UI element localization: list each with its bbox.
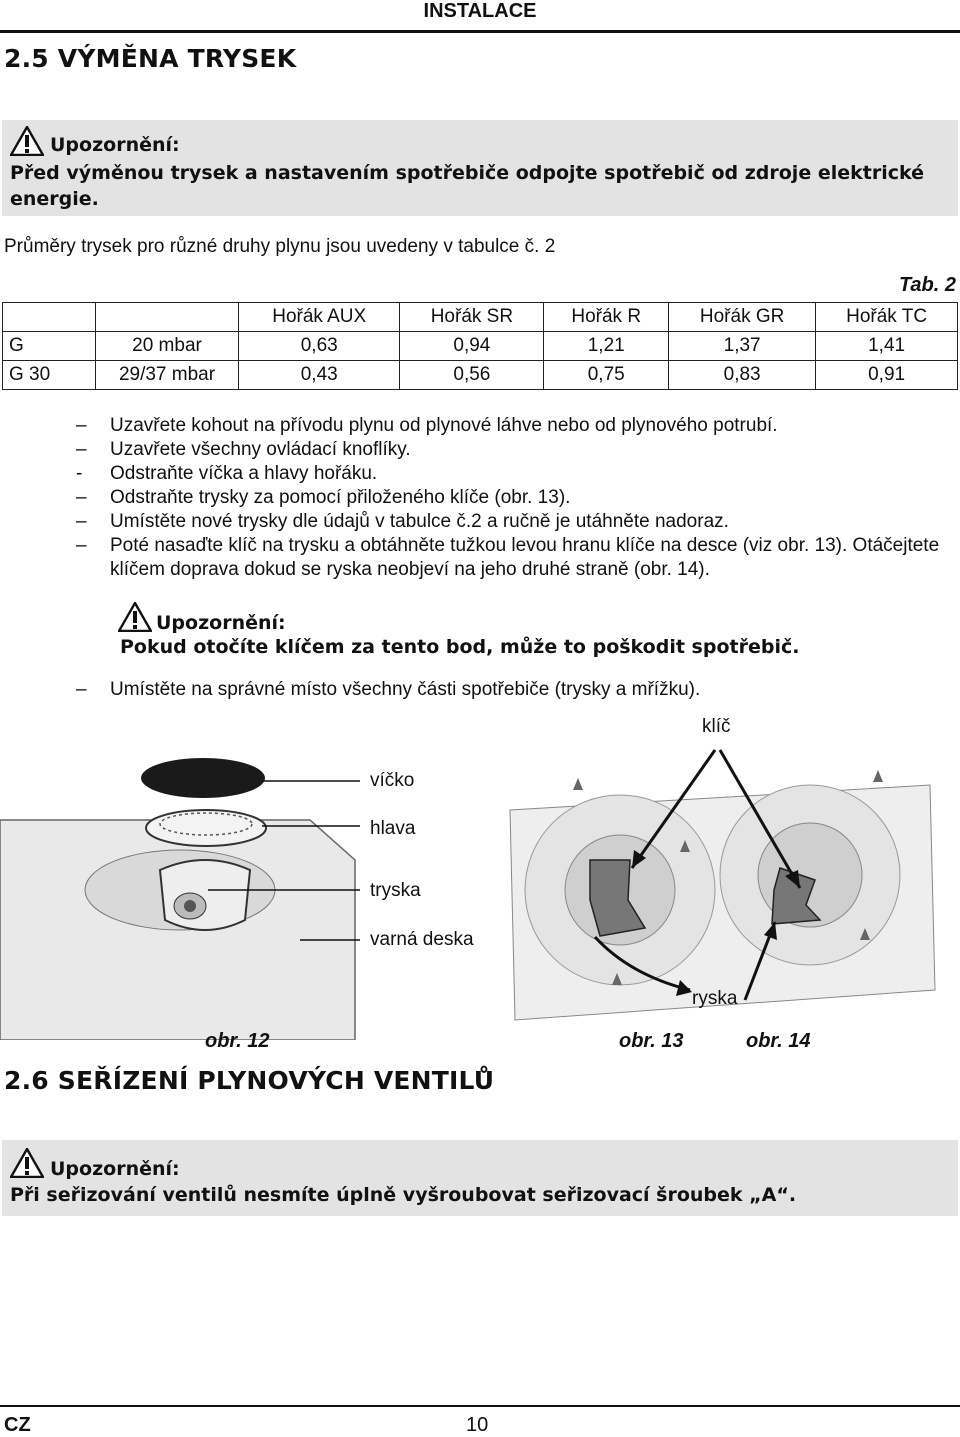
warning-text: Před výměnou trysek a nastavením spotřebiče odpojte spotřebič od zdroje elektrické energie. — [10, 162, 924, 210]
table-row — [3, 361, 958, 390]
table-header-cell: Hořák SR — [400, 303, 544, 332]
footer-rule — [0, 1405, 960, 1407]
table-cell: 0,75 — [544, 361, 669, 390]
wrench-plate-illustration — [510, 770, 935, 1020]
list-item — [76, 678, 956, 702]
table-caption: Tab. 2 — [898, 274, 956, 296]
warning-triangle-icon — [118, 602, 152, 632]
list-item — [76, 534, 956, 582]
burner-cap — [141, 758, 265, 798]
page-number: 10 — [466, 1414, 489, 1436]
table-cell: 0,56 — [400, 361, 544, 390]
table-cell: 1,41 — [816, 332, 958, 361]
table-cell: 0,91 — [816, 361, 958, 390]
hob-plate-illustration — [0, 820, 355, 1040]
table-header-cell: Hořák R — [544, 303, 669, 332]
nozzle — [160, 860, 250, 930]
section-title-nozzle-replacement: 2.5 VÝMĚNA TRYSEK — [4, 44, 297, 73]
table-cell: 1,37 — [669, 332, 816, 361]
footer-language: CZ — [4, 1414, 31, 1436]
warning-box-electric — [2, 120, 958, 216]
table-header-cell: Hořák AUX — [239, 303, 400, 332]
list-dash: – — [76, 679, 87, 700]
label-varna-deska: varná deska — [370, 929, 474, 950]
label-klic: klíč — [702, 716, 731, 737]
label-tryska: tryska — [370, 880, 421, 901]
caption-obr14: obr. 14 — [746, 1030, 811, 1052]
list-dash: – — [76, 535, 87, 556]
step-text: Uzavřete všechny ovládací knoflíky. — [110, 439, 411, 460]
header-rule — [0, 30, 960, 33]
list-item — [76, 438, 956, 462]
list-item — [76, 510, 956, 534]
label-vicko: víčko — [370, 770, 415, 791]
label-ryska: ryska — [692, 988, 738, 1009]
list-item — [76, 414, 956, 438]
running-header: INSTALACE — [423, 0, 537, 22]
table-cell: 29/37 mbar — [96, 361, 239, 390]
warning-text: Pokud otočíte klíčem za tento bod, může to poškodit spotřebič. — [120, 636, 800, 658]
burner-figure — [0, 700, 960, 1040]
step-text: Umístěte nové trysky dle údajů v tabulce č.2 a ručně je utáhněte nadoraz. — [110, 511, 729, 532]
section-title-valve-adjustment: 2.6 SEŘÍZENÍ PLYNOVÝCH VENTILŮ — [4, 1066, 495, 1095]
label-hlava: hlava — [370, 818, 416, 839]
warning-title: Upozornění: — [50, 134, 180, 156]
table-cell: 20 mbar — [96, 332, 239, 361]
step-text: Poté nasaďte klíč na trysku a obtáhněte tužkou levou hranu klíče na desce (viz obr. 13). Otáčejtete klíčem doprava dokud se ryska neobjeví na jeho druhé straně (obr. 14). — [110, 535, 940, 580]
table-cell: 0,63 — [239, 332, 400, 361]
table-header-cell: Hořák GR — [669, 303, 816, 332]
steps-list — [76, 414, 956, 582]
caption-obr13: obr. 13 — [619, 1030, 684, 1052]
step-text: Uzavřete kohout na přívodu plynu od plynové láhve nebo od plynového potrubí. — [110, 415, 778, 436]
warning-title: Upozornění: — [50, 1158, 180, 1180]
burner-head — [146, 810, 266, 846]
warning-box-valve — [2, 1140, 958, 1216]
table-cell: G 30 — [3, 361, 96, 390]
table-row — [3, 332, 958, 361]
table-cell: 0,94 — [400, 332, 544, 361]
table-cell: 0,43 — [239, 361, 400, 390]
table-header-cell — [96, 303, 239, 332]
table-cell: 1,21 — [544, 332, 669, 361]
step-text: Odstraňte víčka a hlavy hořáku. — [110, 463, 378, 484]
caption-obr12: obr. 12 — [205, 1030, 270, 1052]
table-header-cell — [3, 303, 96, 332]
table-cell: 0,83 — [669, 361, 816, 390]
warning-box-overturn — [118, 602, 938, 662]
warning-text: Při seřizování ventilů nesmíte úplně vyšroubovat seřizovací šroubek „A“. — [10, 1184, 797, 1206]
list-dash: – — [76, 511, 87, 532]
nozzle-diameter-table — [2, 302, 958, 390]
step-text: Umístěte na správné místo všechny části spotřebiče (trysky a mřížku). — [110, 679, 701, 700]
warning-triangle-icon — [10, 1148, 44, 1178]
list-dash: – — [76, 439, 87, 460]
list-dash: – — [76, 487, 87, 508]
step-text: Odstraňte trysky za pomocí přiloženého klíče (obr. 13). — [110, 487, 571, 508]
table-header-cell: Hořák TC — [816, 303, 958, 332]
intro-text: Průměry trysek pro různé druhy plynu jsou uvedeny v tabulce č. 2 — [4, 236, 556, 257]
list-dash: - — [76, 463, 83, 484]
list-item — [76, 462, 956, 486]
warning-triangle-icon — [10, 126, 44, 156]
list-dash: – — [76, 415, 87, 436]
list-item — [76, 486, 956, 510]
table-header-row — [3, 303, 958, 332]
warning-title: Upozornění: — [156, 612, 286, 634]
table-cell: G — [3, 332, 96, 361]
final-step — [76, 678, 956, 702]
